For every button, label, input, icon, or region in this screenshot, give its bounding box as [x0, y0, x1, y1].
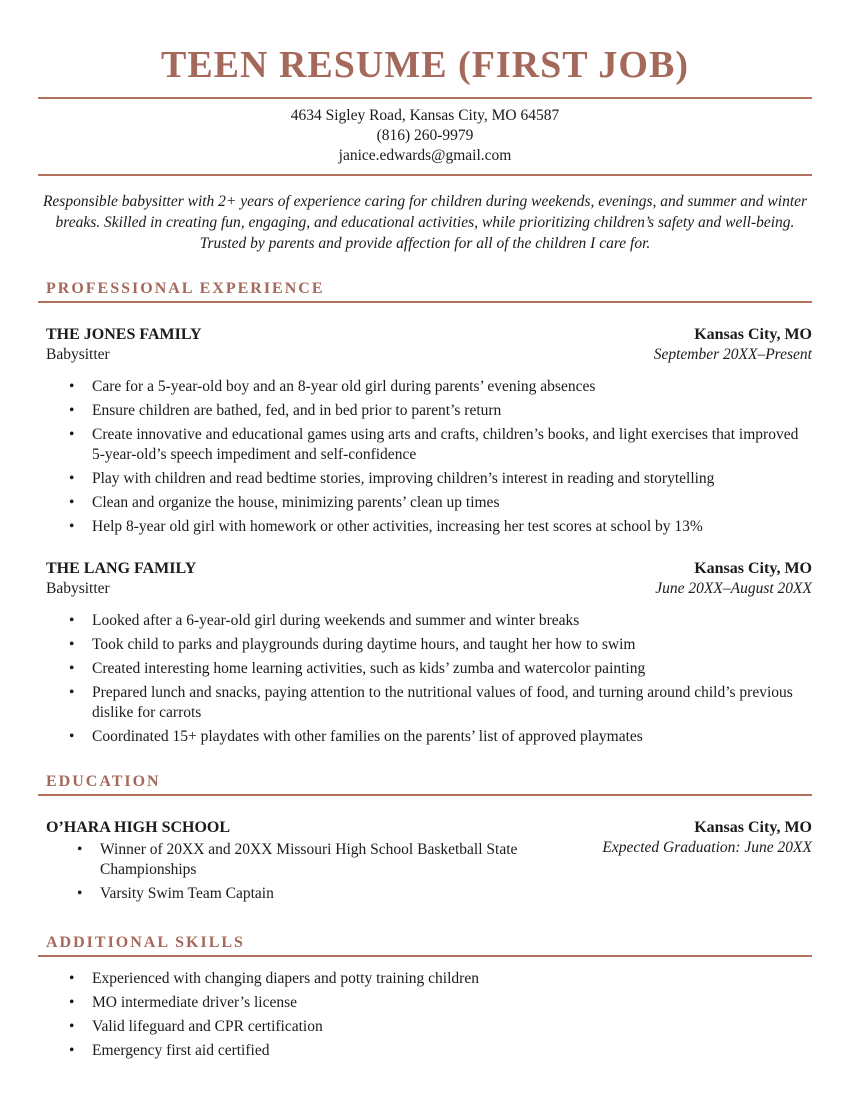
- bullet-item: • Winner of 20XX and 20XX Missouri High School Basketball State Championships: [46, 840, 600, 880]
- job-role: Babysitter: [46, 346, 110, 363]
- bullet-item: • Emergency first aid certified: [38, 1041, 812, 1061]
- bullet-item: • MO intermediate driver’s license: [38, 993, 812, 1013]
- bullet-item: • Clean and organize the house, minimizing parents’ clean up times: [38, 493, 812, 513]
- job-bullet-list: [38, 611, 812, 747]
- contact-divider: [38, 174, 812, 176]
- section-heading-skills: ADDITIONAL SKILLS: [46, 934, 245, 951]
- job-subheader-row: [38, 345, 812, 365]
- contact-email: janice.edwards@gmail.com: [338, 147, 512, 164]
- contact-block: [38, 99, 812, 174]
- job-location: Kansas City, MO: [694, 326, 812, 343]
- bullet-item: • Took child to parks and playgrounds during daytime hours, and taught her how to swim: [38, 635, 812, 655]
- bullet-item: • Coordinated 15+ playdates with other families on the parents’ list of approved playmates: [38, 727, 812, 747]
- bullet-item: • Ensure children are bathed, fed, and in bed prior to parent’s return: [38, 401, 812, 421]
- section-heading-education: EDUCATION: [46, 773, 161, 790]
- employer-name: THE JONES FAMILY: [46, 326, 202, 343]
- bullet-item: • Play with children and read bedtime stories, improving children’s interest in reading and storytelling: [38, 469, 812, 489]
- school-location: Kansas City, MO: [694, 819, 812, 836]
- contact-address: 4634 Sigley Road, Kansas City, MO 64587: [290, 107, 560, 124]
- job-lang: [38, 559, 812, 747]
- bullet-item: • Care for a 5-year-old boy and an 8-year old girl during parents’ evening absences: [38, 377, 812, 397]
- job-header-row: [38, 559, 812, 579]
- bullet-item: • Looked after a 6-year-old girl during weekends and summer and winter breaks: [38, 611, 812, 631]
- job-jones: [38, 325, 812, 537]
- school-name: O’HARA HIGH SCHOOL: [46, 819, 231, 836]
- education-left-column: [38, 818, 600, 908]
- skills-bullet-list: [38, 969, 812, 1061]
- job-location: Kansas City, MO: [694, 560, 812, 577]
- summary-text: Responsible babysitter with 2+ years of experience caring for children during weekends, evenings, and summer and winter breaks. Skilled in creating fun, engaging, and educational activities, while prioritizing children’s safety and well-being. Trusted by parents and provide affection for all of the children I care for.: [42, 193, 808, 252]
- job-header-row: [38, 325, 812, 345]
- job-role: Babysitter: [46, 580, 110, 597]
- bullet-item: • Create innovative and educational games using arts and crafts, children’s books, and light exercises that improved 5-year-old’s speech impediment and self-confidence: [38, 425, 812, 465]
- experience-divider: [38, 301, 812, 303]
- skills-divider: [38, 955, 812, 957]
- bullet-item: • Created interesting home learning activities, such as kids’ zumba and watercolor painting: [38, 659, 812, 679]
- job-bullet-list: [38, 377, 812, 537]
- bullet-item: • Experienced with changing diapers and potty training children: [38, 969, 812, 989]
- job-dates: September 20XX–Present: [653, 346, 812, 363]
- job-subheader-row: [38, 579, 812, 599]
- contact-phone: (816) 260-9979: [376, 127, 474, 144]
- bullet-item: • Varsity Swim Team Captain: [46, 884, 600, 904]
- job-dates: June 20XX–August 20XX: [655, 580, 812, 597]
- bullet-item: • Help 8-year old girl with homework or other activities, increasing her test scores at school by 13%: [38, 517, 812, 537]
- employer-name: THE LANG FAMILY: [46, 560, 197, 577]
- education-bullet-list: [46, 840, 600, 904]
- section-heading-experience: PROFESSIONAL EXPERIENCE: [46, 280, 325, 297]
- education-right-column: [602, 818, 812, 908]
- resume-title: TEEN RESUME (FIRST JOB): [160, 44, 689, 86]
- education-divider: [38, 794, 812, 796]
- graduation-date: Expected Graduation: June 20XX: [602, 839, 812, 856]
- education-block: [38, 818, 812, 908]
- bullet-item: • Valid lifeguard and CPR certification: [38, 1017, 812, 1037]
- bullet-item: • Prepared lunch and snacks, paying attention to the nutritional values of food, and turning around child’s previous dislike for carrots: [38, 683, 812, 723]
